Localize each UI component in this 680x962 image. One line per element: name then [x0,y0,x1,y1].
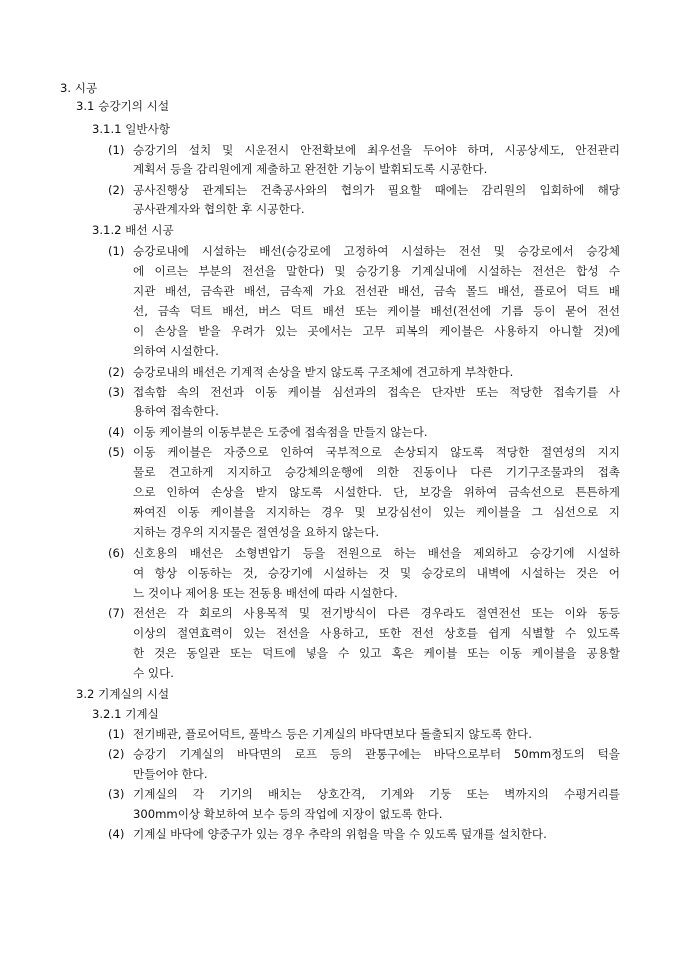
item-text-line: 선, 금속 덕트 배선, 버스 덕트 배선 또는 케이블 배선(전선에 기름 등이 묻어 전선 [133,304,620,318]
item-text-line: 승강기 기계실의 바닥면의 로프 등의 관통구에는 바닥으로부터 50mm정도의 턱을 [133,747,620,761]
subsection-number: 3.2 [76,687,95,701]
subsubsection-heading-3-2-1 [92,706,159,722]
item-text-line: 이상의 절연효력이 있는 전선을 사용하고, 또한 전선 상호를 쉽게 식별할 수 있도록 [133,626,620,640]
item-text-line: 이동 케이블은 자중으로 인하여 국부적으로 손상되지 않도록 적당한 절연성의 지지 [133,445,620,459]
item-number: (7) [108,606,125,620]
section-number: 3. [60,81,72,95]
item-text-line: 한 것은 동일관 또는 덕트에 넣을 수 있고 혹은 케이블 또는 이동 케이블을 공용할 [133,646,620,660]
subsection-heading-3-2 [76,686,169,702]
item-number: (3) [108,385,125,399]
subsubsection-heading-3-1-1 [92,121,170,137]
item-text-line: 지하는 경우의 지지물은 절연성을 요하지 않는다. [133,525,380,539]
item-text-line: 공사관계자와 협의한 후 시공한다. [133,202,305,216]
item-text-line: 승강기의 설치 및 시운전시 안전확보에 최우선을 두어야 하며, 시공상세도, 안전관리 [133,143,620,157]
item-text-line: 짜여진 이동 케이블을 지지하는 경우 및 보강심선이 있는 케이블을 그 심선으로 지 [133,505,620,519]
item-text-line: 전선은 각 회로의 사용목적 및 전기방식이 다른 경우라도 절연전선 또는 이와 동등 [133,606,620,620]
item-text-line: 용하여 접속한다. [133,404,219,418]
item-text-line: 만들어야 한다. [133,767,208,781]
item-number: (2) [108,365,125,379]
item-text-line: 공사진행상 관계되는 건축공사와의 협의가 필요할 때에는 감리원의 입회하에 해당 [133,183,620,197]
section-title: 시공 [74,81,98,95]
item-text-line: 승강로내에 시설하는 배선(승강로에 고정하여 시설하는 전선 및 승강로에서 승강체 [133,244,620,258]
item-number: (5) [108,445,125,459]
subsubsection-title: 배선 시공 [125,223,174,237]
subsubsection-title: 일반사항 [125,122,170,136]
item-text-line: 으로 인하여 손상을 받지 않도록 시설한다. 단, 보강을 위하여 금속선으로 튼튼하게 [133,485,620,499]
item-number: (6) [108,546,125,560]
item-number: (4) [108,425,125,439]
subsubsection-heading-3-1-2 [92,222,174,238]
item-text-line: 이 손상을 받을 우려가 있는 곳에서는 고무 피복의 케이블은 사용하지 아니할 것)에 [133,324,620,338]
subsection-number: 3.1 [76,99,95,113]
item-number: (1) [108,143,125,157]
item-number: (4) [108,827,125,841]
subsubsection-title: 기계실 [125,707,159,721]
subsection-title: 기계실의 시설 [98,687,170,701]
section-heading [60,80,97,96]
item-text-line: 이동 케이블의 이동부분은 도중에 접속점을 만들지 않는다. [133,425,428,439]
item-text-line: 여 항상 이동하는 것, 승강기에 시설하는 것 및 승강로의 내벽에 시설하는 것은 어 [133,566,620,580]
item-text-line: 승강로내의 배선은 기계적 손상을 받지 않도록 구조체에 견고하게 부착한다. [133,365,514,379]
item-text-line: 접속함 속의 전선과 이동 케이블 심선과의 접속은 단자반 또는 적당한 접속기를 사 [133,385,620,399]
item-text-line: 수 있다. [133,666,174,680]
item-text-line: 의하여 시설한다. [133,344,219,358]
item-number: (3) [108,787,125,801]
item-text-line: 계획서 등을 감리원에게 제출하고 완전한 기능이 발휘되도록 시공한다. [133,162,488,176]
subsection-title: 승강기의 시설 [98,99,170,113]
item-text-line: 기계실 바닥에 양중구가 있는 경우 추락의 위험을 막을 수 있도록 덮개를 설치한다. [133,827,547,841]
subsubsection-number: 3.1.1 [92,122,122,136]
item-text-line: 기계실의 각 기기의 배치는 상호간격, 기계와 기둥 또는 벽까지의 수평거리를 [133,787,620,801]
item-number: (1) [108,727,125,741]
item-text-line: 지관 배선, 금속관 배선, 금속제 가요 전선관 배선, 금속 몰드 배선, 플로어 덕트 배 [133,284,620,298]
item-text-line: 에 이르는 부분의 전선을 말한다) 및 승강기용 기계실내에 시설하는 전선은 합성 수 [133,264,620,278]
item-text-line: 전기배관, 플로어덕트, 풀박스 등은 기계실의 바닥면보다 돌출되지 않도록 한다. [133,727,532,741]
item-number: (1) [108,244,125,258]
subsubsection-number: 3.1.2 [92,223,122,237]
item-number: (2) [108,183,125,197]
item-text-line: 신호용의 배선은 소형변압기 등을 전원으로 하는 배선을 제외하고 승강기에 시설하 [133,546,620,560]
item-text-line: 물로 견고하게 지지하고 승강체의운행에 의한 진동이나 다른 기기구조물과의 접촉 [133,465,620,479]
subsubsection-number: 3.2.1 [92,707,122,721]
subsection-heading-3-1 [76,98,169,114]
item-text-line: 느 것이나 제어용 또는 전동용 배선에 따라 시설한다. [133,586,398,600]
item-text-line: 300mm이상 확보하여 보수 등의 작업에 지장이 없도록 한다. [133,807,443,821]
item-number: (2) [108,747,125,761]
